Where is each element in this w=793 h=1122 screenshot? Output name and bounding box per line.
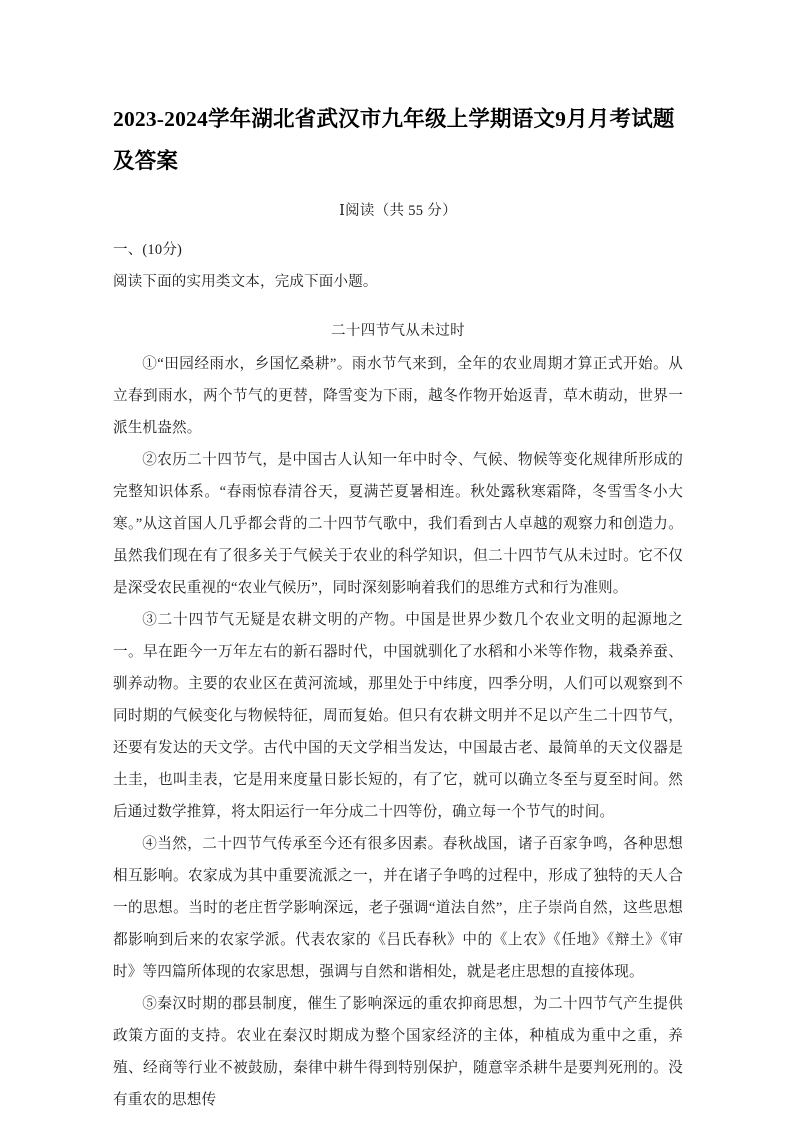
article-paragraph: ②农历二十四节气，是中国古人认知一年中时令、气候、物候等变化规律所形成的完整知识体系。“春雨惊春清谷天，夏满芒夏暑相连。秋处露秋寒霜降，冬雪雪冬小大寒。”从这首国人几乎都会背的二十四节气歌中，我们看到古人卓越的观察力和创造力。虽然我们现在有了很多关于气候关于农业的科学知识，但二十四节气从未过时。它不仅是深受农民重视的“农业气候历”，同时深刻影响着我们的思维方式和行为准则。 bbox=[113, 452, 683, 596]
question-instruction: 阅读下面的实用类文本，完成下面小题。 bbox=[113, 274, 378, 290]
document-content bbox=[113, 98, 683, 1116]
page-title: 2023-2024学年湖北省武汉市九年级上学期语文9月月考试题及答案 bbox=[113, 107, 675, 173]
article-paragraph: ①“田园经雨水，乡国忆桑耕”。雨水节气来到，全年的农业周期才算正式开始。从立春到雨水，两个节气的更替，降雪变为下雨，越冬作物开始返青，草木萌动，世界一派生机盎然。 bbox=[113, 356, 683, 436]
article-paragraph: ⑤秦汉时期的郡县制度，催生了影响深远的重农抑商思想，为二十四节气产生提供政策方面的支持。农业在秦汉时期成为整个国家经济的主体，种植成为重中之重，养殖、经商等行业不被鼓励，秦律中耕牛得到特别保护，随意宰杀耕牛是要判死刑的。没有重农的思想传 bbox=[113, 996, 683, 1108]
article-paragraph: ④当然，二十四节气传承至今还有很多因素。春秋战国，诸子百家争鸣，各种思想相互影响。农家成为其中重要流派之一，并在诸子争鸣的过程中，形成了独特的天人合一的思想。当时的老庄哲学影响深远，老子强调“道法自然”，庄子崇尚自然，这些思想都影响到后来的农家学派。代表农家的《吕氏春秋》中的《上农》《任地》《辩土》《审时》等四篇所体现的农家思想，强调与自然和谐相处，就是老庄思想的直接体现。 bbox=[113, 836, 683, 980]
question-group-label: 一、(10分) bbox=[113, 242, 183, 258]
article-title: 二十四节气从未过时 bbox=[330, 323, 466, 339]
article-paragraph: ③二十四节气无疑是农耕文明的产物。中国是世界少数几个农业文明的起源地之一。早在距今一万年左右的新石器时代，中国就驯化了水稻和小米等作物，栽桑养蚕、驯养动物。主要的农业区在黄河流域，那里处于中纬度，四季分明，人们可以观察到不同时期的气候变化与物候特征，周而复始。但只有农耕文明并不足以产生二十四节气，还要有发达的天文学。古代中国的天文学相当发达，中国最古老、最简单的天文仪器是土圭，也叫圭表，它是用来度量日影长短的，有了它，就可以确立冬至与夏至时间。然后通过数学推算，将太阳运行一年分成二十四等份，确立每一个节气的时间。 bbox=[113, 612, 683, 820]
section-heading-reading: Ⅰ阅读（共 55 分） bbox=[339, 203, 457, 219]
